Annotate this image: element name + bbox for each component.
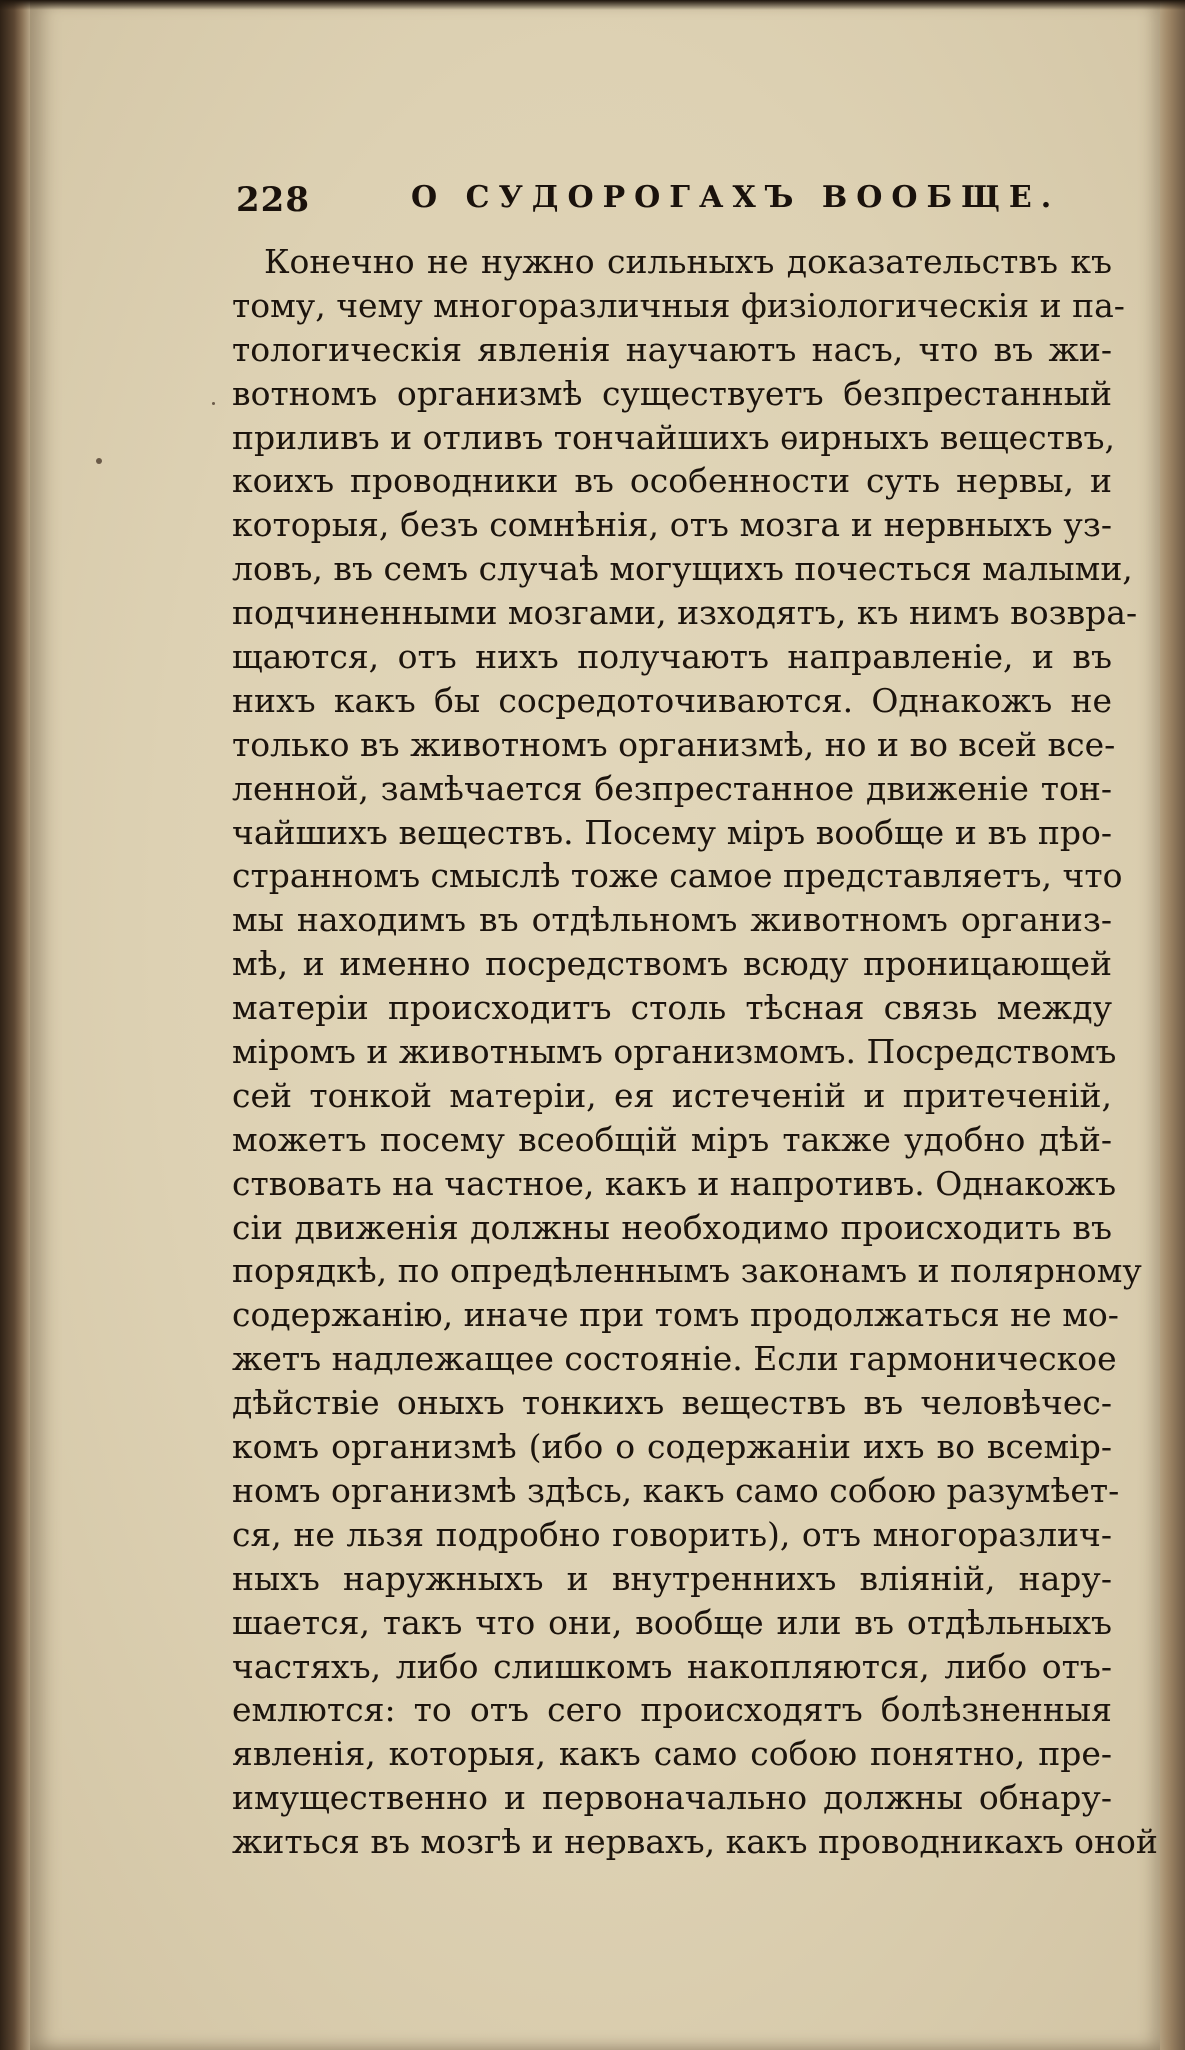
running-title: О СУДОРОГАХЪ ВООБЩЕ. bbox=[411, 180, 1061, 215]
text-line: подчиненными мозгами, изходятъ, къ нимъ возвра- bbox=[232, 593, 1138, 633]
text-line: содержанiю, иначе при томъ продолжаться не мо- bbox=[232, 1295, 1119, 1335]
text-line: порядкѣ, по опредѣленнымъ законамъ и полярному bbox=[232, 1251, 1142, 1291]
text-line: житься въ мозгѣ и нервахъ, какъ проводникахъ оной bbox=[232, 1822, 1158, 1862]
ink-speck bbox=[212, 402, 215, 405]
text-line: мiромъ и животнымъ организмомъ. Посредствомъ bbox=[232, 1032, 1117, 1072]
text-line: дѣйствiе оныхъ тонкихъ веществъ въ человѣчес- bbox=[232, 1383, 1112, 1423]
text-line: сiи движенiя должны необходимо происходить въ bbox=[232, 1207, 1112, 1247]
text-line: номъ организмѣ здѣсь, какъ само собою разумѣет- bbox=[232, 1470, 1120, 1510]
text-line: щаются, отъ нихъ получаютъ направленiе, и въ bbox=[232, 637, 1112, 677]
text-line: мы находимъ въ отдѣльномъ животномъ организ- bbox=[232, 900, 1112, 940]
text-line: жетъ надлежащее состоянiе. Если гармоническое bbox=[232, 1339, 1117, 1379]
text-line: частяхъ, либо слишкомъ накопляются, либо отъ- bbox=[232, 1646, 1112, 1686]
page-number: 228 bbox=[236, 180, 310, 220]
text-line: тому, чему многоразличныя физiологическiя и па- bbox=[232, 285, 1125, 325]
text-line: ся, не льзя подробно говорить), отъ многоразлич- bbox=[232, 1514, 1112, 1554]
text-line: странномъ смыслѣ тоже самое представляетъ, что bbox=[232, 856, 1123, 896]
text-line: ствовать на частное, какъ и напротивъ. Однакожъ bbox=[232, 1163, 1117, 1203]
text-line: ловъ, въ семъ случаѣ могущихъ почесться малыми, bbox=[232, 549, 1133, 589]
body-text bbox=[232, 240, 1158, 1864]
page-top-shadow bbox=[0, 0, 1185, 10]
text-line: приливъ и отливъ тончайшихъ ѳирныхъ веществъ, bbox=[232, 417, 1115, 457]
text-line: мѣ, и именно посредствомъ всюду проницающей bbox=[232, 944, 1112, 984]
ink-speck bbox=[96, 458, 102, 464]
text-line: шается, такъ что они, вообще или въ отдѣльныхъ bbox=[232, 1602, 1112, 1642]
text-line: нихъ какъ бы сосредоточиваются. Однакожъ не bbox=[232, 680, 1112, 720]
text-line: емлются: то отъ сего происходятъ болѣзненныя bbox=[232, 1690, 1112, 1730]
text-line: имущественно и первоначально должны обнару- bbox=[232, 1778, 1112, 1818]
text-line: только въ животномъ организмѣ, но и во всей все- bbox=[232, 724, 1116, 764]
text-line: чайшихъ веществъ. Посему мiръ вообще и въ про- bbox=[232, 812, 1112, 852]
text-line: комъ организмѣ (ибо о содержанiи ихъ во всемiр- bbox=[232, 1427, 1112, 1467]
text-line: Конечно не нужно сильныхъ доказательствъ къ bbox=[264, 242, 1112, 281]
text-line: сей тонкой матерiи, ея истеченiй и притеченiй, bbox=[232, 1075, 1112, 1115]
text-line: можетъ посему всеобщiй мiръ также удобно дѣй- bbox=[232, 1119, 1112, 1159]
text-line: тологическiя явленiя научаютъ насъ, что въ жи- bbox=[232, 329, 1112, 369]
text-line: коихъ проводники въ особенности суть нервы, и bbox=[232, 461, 1112, 501]
text-line: явленiя, которыя, какъ само собою понятно, пре- bbox=[232, 1734, 1112, 1774]
text-line: которыя, безъ сомнѣнiя, отъ мозга и нервныхъ уз- bbox=[232, 505, 1112, 545]
page-header bbox=[236, 180, 1106, 220]
text-line: ныхъ наружныхъ и внутреннихъ влiянiй, нару- bbox=[232, 1558, 1112, 1598]
text-line: ленной, замѣчается безпрестанное движенiе тон- bbox=[232, 768, 1112, 808]
text-line: матерiи происходитъ столь тѣсная связь между bbox=[232, 988, 1112, 1028]
text-line: вотномъ организмѣ существуетъ безпрестанный bbox=[232, 373, 1112, 413]
